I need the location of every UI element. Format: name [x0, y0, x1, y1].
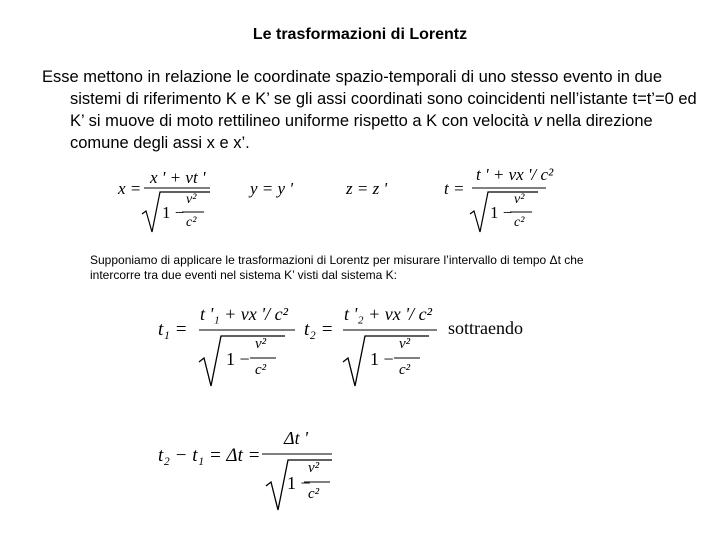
intro-text-2: nella direzione comune degli assi x e x’.: [70, 112, 653, 152]
root-num-t2: v²: [399, 336, 411, 352]
root-den-t1: c²: [255, 362, 267, 378]
root-one-t1: 1 −: [226, 349, 250, 369]
formula-t-numerator: t ' + vx '/ c²: [476, 165, 554, 184]
intro-velocity-var: v: [533, 112, 542, 130]
intro-paragraph: [42, 66, 710, 154]
page-title: Le trasformazioni di Lorentz: [252, 26, 468, 43]
sottraendo-label: sottraendo: [448, 318, 523, 338]
formula-t1-numerator: t '₁ + vx '/ c²: [200, 304, 288, 324]
formula-z: z = z ': [346, 179, 388, 198]
root-den-t2: c²: [399, 362, 411, 378]
formula-dt-lhs: t₂ − t₁ = Δt =: [158, 445, 261, 466]
root-num-t: v²: [514, 192, 525, 207]
formula-t2-lhs: t₂ =: [304, 319, 334, 340]
formula-dt-numerator: Δt ': [284, 428, 308, 448]
formula-y: y = y ': [250, 179, 293, 198]
formula-t2-numerator: t '₂ + vx '/ c²: [344, 304, 432, 324]
root-one-t: 1 −: [490, 203, 513, 222]
root-num-dt: v²: [308, 460, 320, 476]
interval-note: Supponiamo di applicare le trasformazioni di Lorentz per misurare l’intervallo di tempo Δt che intercorre tra due eventi nel sistema K’ visti dal sistema K:: [90, 253, 584, 282]
root-fraction-line-dt: [304, 481, 330, 484]
root-den-dt: c²: [308, 486, 320, 502]
formula-x-numerator: x ' + vt ': [150, 168, 206, 187]
root-num-x: v²: [186, 192, 197, 207]
root-one-x: 1 −: [162, 203, 185, 222]
root-den-x: c²: [186, 215, 197, 230]
root-one-t2: 1 −: [370, 349, 394, 369]
intro-text-1: Esse mettono in relazione le coordinate spazio-temporali di uno stesso evento in due sistemi di riferimento K e K’ se gli assi coordinati sono coincidenti nell’istante t=t’=0 ed K’ si muove di moto rettilineo uniforme rispetto a K con velocità: [42, 68, 697, 130]
root-fraction-line-t: [510, 211, 532, 214]
root-den-t: c²: [514, 215, 525, 230]
root-fraction-line-x: [182, 211, 204, 214]
root-fraction-line-t1: [250, 357, 276, 360]
root-fraction-line-t2: [394, 357, 420, 360]
formula-x-lhs: x =: [118, 179, 142, 198]
formula-t1-lhs: t₁ =: [158, 319, 188, 340]
root-num-t1: v²: [255, 336, 267, 352]
root-one-dt: 1 −: [287, 473, 311, 493]
formula-t-lhs: t =: [444, 179, 465, 198]
